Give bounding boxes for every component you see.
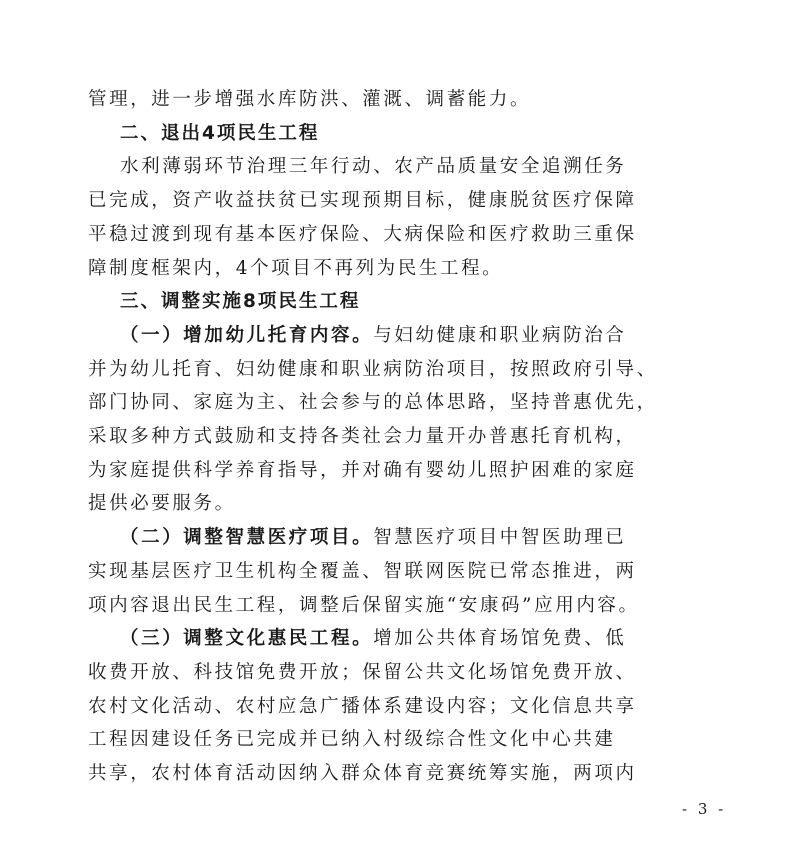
item-3-text: 增加公共体育场馆免费、低 [373,628,627,649]
paragraph-line [120,526,760,550]
paragraph-line: 工程因建设任务已完成并已纳入村级综合性文化中心共建 [88,729,616,750]
paragraph-line: 平稳过渡到现有基本医疗保险、大病保险和医疗救助三重保 [88,224,637,245]
section-heading-2: 二、退出4项民生工程 [120,123,320,144]
paragraph-line: 收费开放、科技馆免费开放；保留公共文化场馆免费开放、 [88,662,637,683]
item-1-lead: （一）增加幼儿托育内容。 [120,325,374,346]
paragraph-line: 提供必要服务。 [88,493,236,514]
paragraph-line: 实现基层医疗卫生机构全覆盖、智联网医院已常态推进，两 [88,561,637,582]
paragraph-line: 并为幼儿托育、妇幼健康和职业病防治项目，按照政府引导、 [88,359,658,380]
paragraph-line: 采取多种方式鼓励和支持各类社会力量开办普惠托育机构， [88,426,637,447]
item-1-text: 与妇幼健康和职业病防治合 [373,325,627,346]
paragraph-line [120,627,760,651]
item-3-lead: （三）调整文化惠民工程。 [120,628,374,649]
paragraph-line: 障制度框架内，4个项目不再列为民生工程。 [88,258,504,279]
item-2-text: 智慧医疗项目中智医助理已 [373,527,627,548]
paragraph-line: 管理，进一步增强水库防洪、灌溉、调蓄能力。 [88,89,532,110]
paragraph-line [120,324,760,348]
page-number: - 3 - [682,800,727,818]
paragraph-line: 已完成，资产收益扶贫已实现预期目标，健康脱贫医疗保障 [88,190,637,211]
paragraph-line: 水利薄弱环节治理三年行动、农产品质量安全追溯任务 [120,156,627,177]
paragraph-line: 为家庭提供科学养育指导，并对确有婴幼儿照护困难的家庭 [88,460,637,481]
item-2-lead: （二）调整智慧医疗项目。 [120,527,374,548]
paragraph-line: 项内容退出民生工程，调整后保留实施“安康码”应用内容。 [88,595,640,616]
paragraph-line: 部门协同、家庭为主、社会参与的总体思路，坚持普惠优先， [88,392,658,413]
section-heading-3: 三、调整实施8项民生工程 [120,291,361,312]
paragraph-line: 农村文化活动、农村应急广播体系建设内容；文化信息共享 [88,696,637,717]
paragraph-line: 共享，农村体育活动因纳入群众体育竞赛统筹实施，两项内 [88,763,637,784]
